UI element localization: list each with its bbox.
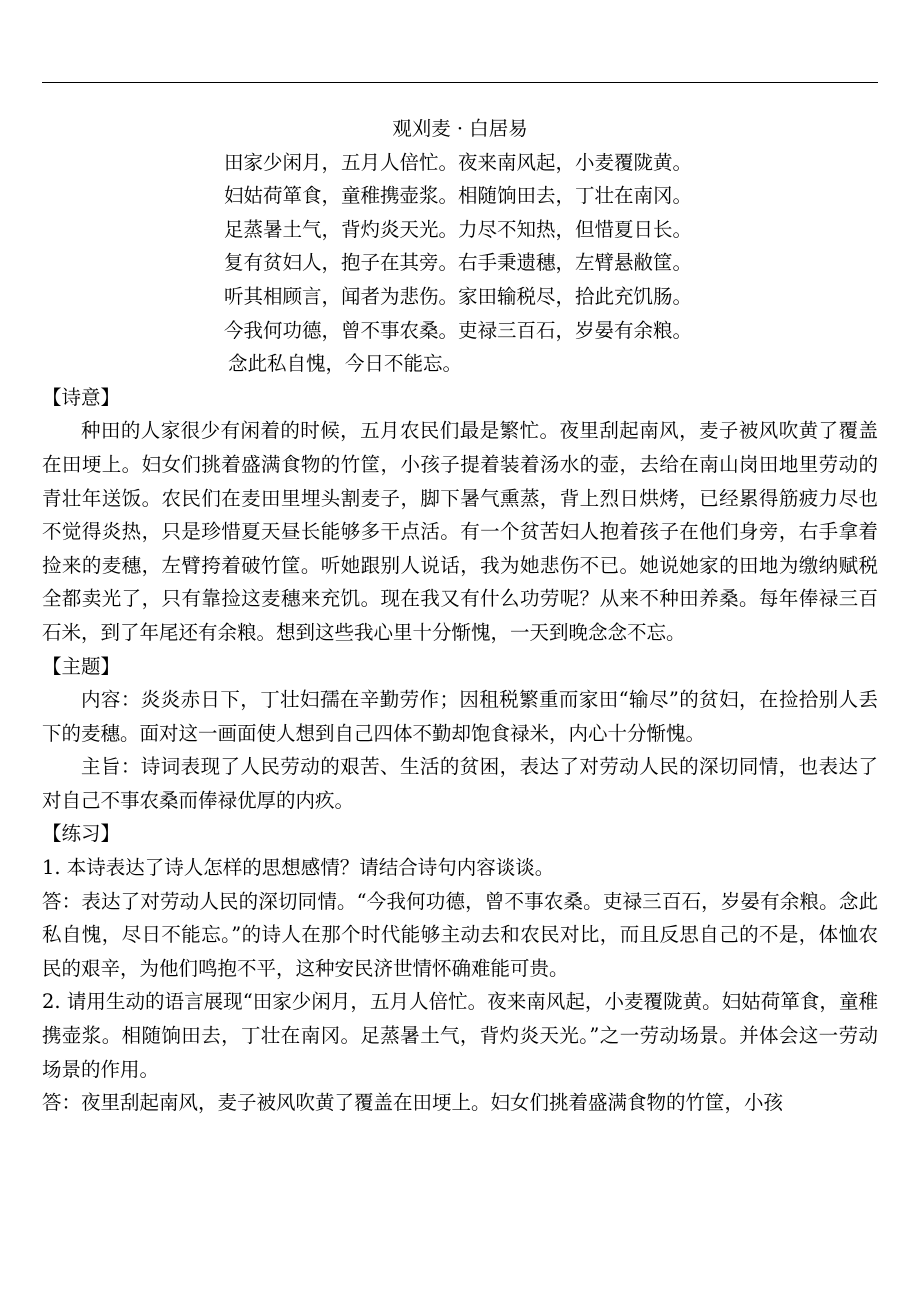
document-page <box>42 112 878 1120</box>
poem-line: 复有贫妇人，抱子在其旁。右手秉遗穗，左臂悬敝筐。 <box>224 251 693 275</box>
answer-1: 答：表达了对劳动人民的深切同情。“今我何功德，曾不事农桑。吏禄三百石，岁晏有余粮。念此私自愧，尽日不能忘。”的诗人在那个时代能够主动去和农民对比，而且反思自己的不是，体恤农民的艰辛，为他们鸣抱不平，这种安民济世情怀确难能可贵。 <box>42 889 878 980</box>
question-2: 2. 请用生动的语言展现“田家少闲月，五月人倍忙。夜来南风起，小麦覆陇黄。妇姑荷箪食，童稚携壶浆。相随饷田去，丁壮在南冈。足蒸暑土气，背灼炎天光。”之一劳动场景。并体会这一劳动场景的作用。 <box>42 990 878 1081</box>
poem-line: 足蒸暑土气，背灼炎天光。力尽不知热，但惜夏日长。 <box>224 217 693 241</box>
section-heading-meaning: 【诗意】 <box>42 385 121 409</box>
poem-line: 今我何功德，曾不事农桑。吏禄三百石，岁晏有余粮。 <box>224 318 693 342</box>
poem-line: 妇姑荷箪食，童稚携壶浆。相随饷田去，丁壮在南冈。 <box>224 184 693 208</box>
theme-content-paragraph: 内容：炎炎赤日下，丁壮妇孺在辛勤劳作；因租税繁重而家田“输尽”的贫妇，在捡拾别人丢下的麦穗。面对这一画面使人想到自己四体不勤却饱食禄米，内心十分惭愧。 <box>42 688 878 745</box>
meaning-paragraph: 种田的人家很少有闲着的时候，五月农民们最是繁忙。夜里刮起南风，麦子被风吹黄了覆盖在田埂上。妇女们挑着盛满食物的竹筐，小孩子提着装着汤水的壶，去给在南山岗田地里劳动的青壮年送饭。农民们在麦田里埋头割麦子，脚下暑气熏蒸，背上烈日烘烤，已经累得筋疲力尽也不觉得炎热，只是珍惜夏天昼长能够多干点活。有一个贫苦妇人抱着孩子在他们身旁，右手拿着捡来的麦穗，左臂挎着破竹筐。听她跟别人说话，我为她悲伤不已。她说她家的田地为缴纳赋税全都卖光了，只有靠捡这麦穗来充饥。现在我又有什么功劳呢？从来不种田养桑。每年俸禄三百石米，到了年尾还有余粮。想到这些我心里十分惭愧，一天到晚念念不忘。 <box>42 419 878 644</box>
section-heading-practice: 【练习】 <box>42 822 121 846</box>
poem-line: 听其相顾言，闻者为悲伤。家田输税尽，拾此充饥肠。 <box>224 284 693 308</box>
answer-2: 答：夜里刮起南风，麦子被风吹黄了覆盖在田埂上。妇女们挑着盛满食物的竹筐，小孩 <box>42 1091 784 1115</box>
header-rule <box>42 82 878 83</box>
poem-body <box>42 146 878 381</box>
poem-title: 观刈麦 · 白居易 <box>392 117 528 140</box>
question-1: 1. 本诗表达了诗人怎样的思想感情？请结合诗句内容谈谈。 <box>42 856 555 880</box>
theme-purpose-paragraph: 主旨：诗词表现了人民劳动的艰苦、生活的贫困，表达了对劳动人民的深切同情，也表达了对自己不事农桑而俸禄优厚的内疚。 <box>42 755 878 812</box>
poem-line: 念此私自愧，今日不能忘。 <box>228 352 463 376</box>
section-heading-theme: 【主题】 <box>42 654 121 678</box>
poem-line: 田家少闲月，五月人倍忙。夜来南风起，小麦覆陇黄。 <box>224 150 693 174</box>
